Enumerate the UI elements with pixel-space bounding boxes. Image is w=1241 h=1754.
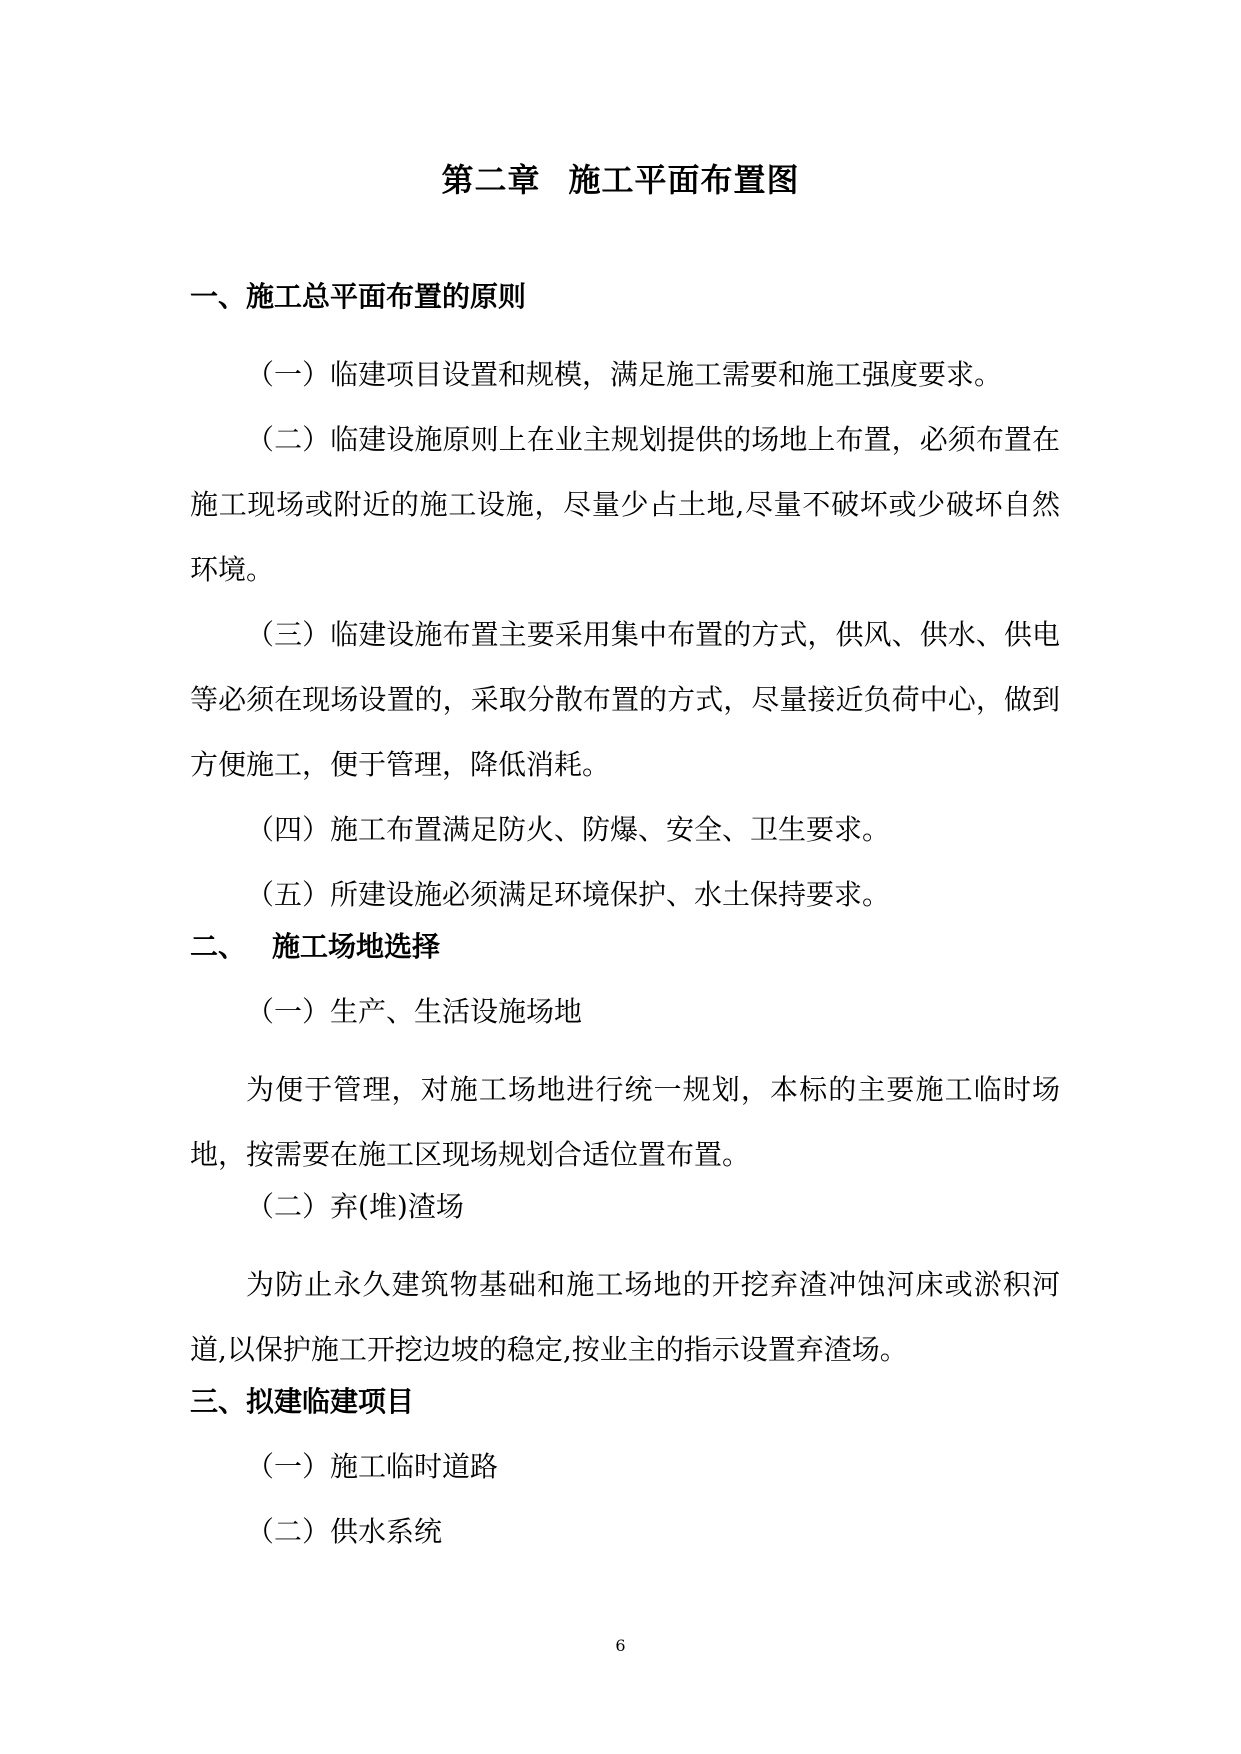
paragraph: （五）所建设施必须满足环境保护、水土保持要求。	[246, 878, 891, 911]
list-item: （二）供水系统	[246, 1515, 443, 1548]
chapter-title	[0, 160, 1241, 200]
section-title: 施工场地选择	[272, 930, 441, 963]
paragraph: （一）临建项目设置和规模，满足施工需要和施工强度要求。	[246, 358, 1003, 391]
section-heading-3: 三、拟建临建项目	[190, 1385, 415, 1418]
paragraph: 为便于管理，对施工场地进行统一规划，本标的主要施工临时场地，按需要在施工区现场规划合适位置布置。	[190, 1073, 1060, 1171]
section-heading-1: 一、施工总平面布置的原则	[190, 280, 527, 313]
chapter-name: 施工平面布置图	[568, 161, 800, 199]
subheading: （二）弃(堆)渣场	[246, 1190, 464, 1223]
chapter-number: 第二章	[441, 161, 541, 199]
paragraph: （三）临建设施布置主要采用集中布置的方式，供风、供水、供电等必须在现场设置的，采取分散布置的方式，尽量接近负荷中心，做到方便施工，便于管理，降低消耗。	[190, 618, 1060, 781]
page-number: 6	[615, 1636, 626, 1655]
section-number: 二、	[190, 930, 247, 963]
paragraph: 为防止永久建筑物基础和施工场地的开挖弃渣冲蚀河床或淤积河道,以保护施工开挖边坡的稳定,按业主的指示设置弃渣场。	[190, 1268, 1060, 1366]
subheading: （一）生产、生活设施场地	[246, 995, 583, 1028]
section-heading-2	[190, 927, 1060, 992]
paragraph: （四）施工布置满足防火、防爆、安全、卫生要求。	[246, 813, 891, 846]
document-body	[190, 277, 1060, 1577]
list-item: （一）施工临时道路	[246, 1450, 499, 1483]
paragraph: （二）临建设施原则上在业主规划提供的场地上布置，必须布置在施工现场或附近的施工设施，尽量少占土地,尽量不破坏或少破坏自然环境。	[190, 423, 1060, 586]
